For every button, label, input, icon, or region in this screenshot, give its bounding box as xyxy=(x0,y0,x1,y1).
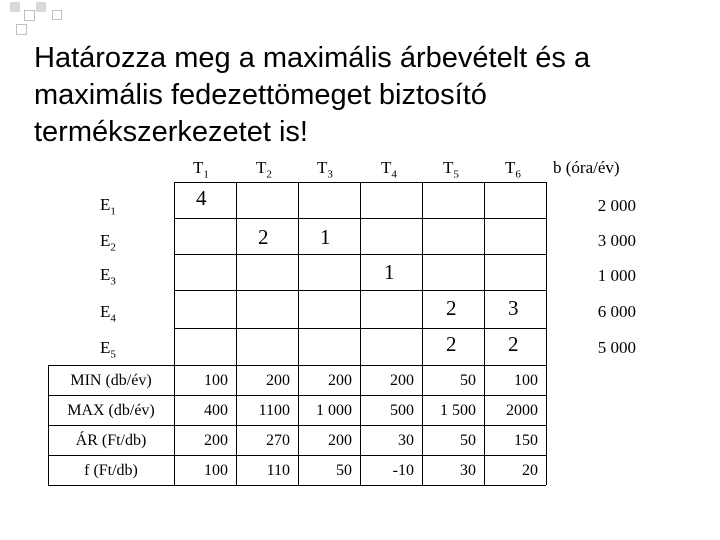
margin-value: 50 xyxy=(336,462,352,479)
slide-title xyxy=(34,40,694,151)
column-header-t5: $T_5$ xyxy=(443,158,459,181)
margin-value: 100 xyxy=(204,462,228,479)
coef-e1-t1: 4 xyxy=(196,186,207,210)
min-value: 50 xyxy=(460,372,476,389)
b-value: 2 000 xyxy=(597,196,636,215)
margin-value: -10 xyxy=(392,462,414,479)
b-value: 6 000 xyxy=(597,302,636,321)
coef-e5-t5: 2 xyxy=(446,332,457,356)
coef-e4-t6: 3 xyxy=(508,296,519,320)
row-label-e4: $E_4$ xyxy=(100,302,116,325)
grid-line xyxy=(546,182,547,365)
grid-line xyxy=(48,485,546,486)
coef-e3-t4: 1 xyxy=(384,260,395,284)
margin-value: 110 xyxy=(266,462,290,479)
b-value: 5 000 xyxy=(597,338,636,357)
grid-line xyxy=(174,328,546,329)
grid-line xyxy=(48,395,546,396)
min-value: 200 xyxy=(390,372,414,389)
row-label-e5: $E_5$ xyxy=(100,338,116,361)
max-value: 1 000 xyxy=(316,402,352,419)
grid-line xyxy=(174,182,546,183)
grid-line xyxy=(546,365,547,485)
bottom-row-label-f: f (Ft/db) xyxy=(84,462,138,479)
min-value: 100 xyxy=(514,372,538,389)
grid-line xyxy=(174,254,546,255)
price-value: 200 xyxy=(204,432,228,449)
margin-value: 20 xyxy=(522,462,538,479)
column-header-t6: $T_6$ xyxy=(505,158,521,181)
grid-line xyxy=(48,455,546,456)
max-value: 1100 xyxy=(258,402,290,419)
grid-line xyxy=(236,182,237,365)
max-value: 1 500 xyxy=(440,402,476,419)
min-value: 200 xyxy=(266,372,290,389)
row-label-e1: $E_1$ xyxy=(100,195,116,218)
bottom-row-label-min: MIN (db/év) xyxy=(70,372,152,389)
price-value: 50 xyxy=(460,432,476,449)
coef-e2-t3: 1 xyxy=(320,225,331,249)
column-header-t3: $T_3$ xyxy=(317,158,333,181)
grid-line xyxy=(174,218,546,219)
grid-line xyxy=(484,182,485,365)
coef-e2-t2: 2 xyxy=(258,225,269,249)
title-line: termékszerkezetet is! xyxy=(34,116,308,148)
price-value: 200 xyxy=(328,432,352,449)
min-value: 200 xyxy=(328,372,352,389)
max-value: 400 xyxy=(204,402,228,419)
price-value: 30 xyxy=(398,432,414,449)
price-value: 150 xyxy=(514,432,538,449)
price-value: 270 xyxy=(266,432,290,449)
deco-square xyxy=(36,2,46,12)
deco-square xyxy=(52,10,62,20)
column-header-t1: $T_1$ xyxy=(193,158,209,181)
min-value: 100 xyxy=(204,372,228,389)
grid-line xyxy=(298,182,299,365)
row-label-e3: $E_3$ xyxy=(100,265,116,288)
bottom-row-label-max: MAX (db/év) xyxy=(67,402,155,419)
max-value: 2000 xyxy=(506,402,538,419)
deco-square xyxy=(16,24,27,35)
grid-line xyxy=(174,290,546,291)
column-header-t2: $T_2$ xyxy=(256,158,272,181)
title-line: Határozza meg a maximális árbevételt és a xyxy=(34,42,591,74)
title-line: maximális fedezettömeget biztosító xyxy=(34,79,487,111)
grid-line xyxy=(48,365,546,366)
bottom-row-label-ar: ÁR (Ft/db) xyxy=(75,432,147,449)
grid-line xyxy=(422,182,423,365)
margin-value: 30 xyxy=(460,462,476,479)
grid-line xyxy=(360,182,361,365)
grid-line xyxy=(174,182,175,365)
column-header-b: b (óra/év) xyxy=(553,158,620,177)
row-label-e2: $E_2$ xyxy=(100,231,116,254)
coef-e4-t5: 2 xyxy=(446,296,457,320)
max-value: 500 xyxy=(390,402,414,419)
b-value: 1 000 xyxy=(597,266,636,285)
b-value: 3 000 xyxy=(597,231,636,250)
deco-square xyxy=(24,10,35,21)
deco-square xyxy=(10,2,20,12)
decorative-squares xyxy=(0,0,720,40)
column-header-t4: $T_4$ xyxy=(381,158,397,181)
grid-line xyxy=(48,425,546,426)
coef-e5-t6: 2 xyxy=(508,332,519,356)
